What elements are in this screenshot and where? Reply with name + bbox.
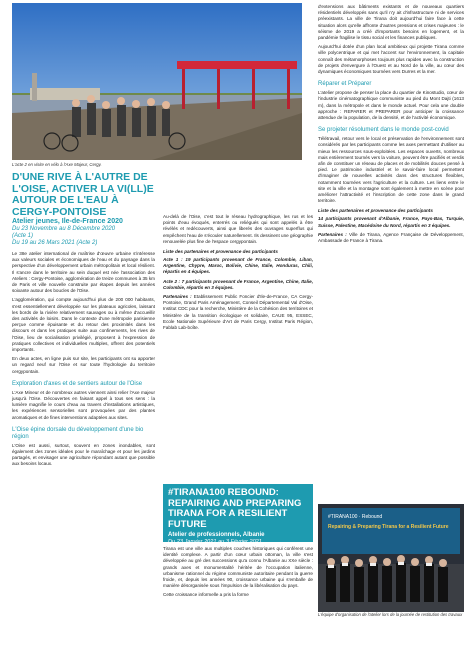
tirana-column-3	[318, 4, 464, 247]
tirana-photo-banner: Repairing & Preparing Tirana for a Resilient Future	[328, 524, 449, 530]
article1-act1-participants: Acte 1 : 19 participants provenant de France, Colombie, Liban, Argentine, Chypre, Maroc, Bolivie, Chine, Italie, Honduras, Chili, répartis en 4 équipes.	[163, 257, 313, 275]
tirana-p4: Aujourd'hui dotée d'un plan local ambitieux qui projette Tirana comme ville polycentrique et qui met l'accent sur l'environnement, la capitale connaît des métamorphoses toujours plus rapides avec la construction de projets d'envergure à l'Ouest et au Nord de la ville, au cœur des dynamiques économiques tournées vers Durres et la mer.	[318, 44, 464, 75]
article1-p5: L'Oise est aussi, surtout, souvent en zones inondables, sont également des zones idéales pour le maraîchage et pour les jardins partagés, et envisager une agriculture répondant autant que possible aux besoins locaux.	[12, 442, 155, 467]
tirana-partners-label: Partenaires :	[318, 231, 347, 237]
tirana-p3: d'extensions aux bâtiments existants et de nouveaux quartiers résidentiels développés sans qu'il n'y ait d'infrastructure ni de services préexistants. La ville de Tirana doit aujourd'hui faire face à cette situation alors qu'elle affronte d'autres pressions et crises majeures : le séisme de 2019 a créé d'importants besoins en logement, et la pandémie fragilise le tissu social et les finances publiques.	[318, 4, 464, 41]
article1-column-2	[163, 214, 313, 334]
tirana-section-1: Réparer et Préparer	[318, 81, 372, 88]
cergy-photo-illustration	[12, 3, 302, 160]
article1-act2-participants: Acte 2 : 7 participants provenant de France, Argentine, Chine, Italie, Colombie, répartis en 3 équipes.	[163, 278, 313, 290]
tirana-subtitle: Atelier de professionnels, Albanie	[168, 532, 265, 538]
tirana-photo-illustration	[318, 504, 464, 612]
article1-section-1: Exploration d'axes et de sentiers autour de l'Oise	[12, 380, 143, 387]
tirana-p2: Cette croissance informelle a pris la forme	[163, 592, 249, 598]
tirana-section-2: Se projeter résolument dans le monde post-covid	[318, 127, 449, 134]
article1-p2: L'agglomération, qui compte aujourd'hui plus de 200 000 habitants, s'est essentiellement développée sur les plateaux agricoles, laissant les bords de la rivière relativement sauvages ou à même d'accueillir des activités de loisirs. Dans le contexte d'une métropole parisienne perçue comme épuisante et du retour des proximités dans les discours et dans les pratiques suite aux confinements, les rives de l'Oise, lieu de socialisation privilégié, proposent à l'expression de pratiques collectives et individuelles multiples, offrent des potentiels importants.	[12, 297, 155, 353]
article1-p4: L'Axe Mineur et de nombreux autres viennent ainsi relier l'Axe majeur jusqu'à l'Oise. Découvertes en faisant appel à tous ses sens : la lumière magnifie le cours d'eau au travers d'installations artistiques, les expériences sensorielles sont provoquées par des plantes aromatiques et de fines interventions adaptées aux sites.	[12, 389, 155, 420]
tirana-photo-caption: L'équipe d'organisation de l'atelier lors de la journée de restitution des travaux	[318, 612, 463, 617]
tirana-photo	[318, 504, 464, 612]
tirana-header-box	[163, 484, 313, 545]
tirana-p5: L'atelier propose de penser la place du quartier de Kinostudio, cœur de l'industrie cinématographique communiste au pied du Mont Dajti (1613 m), dans la métropole et dans le monde actuel. Pour cela une double approche : REPARER et PREPARER pour anticiper la croissance attendue de la population, de la densité, et de l'activité économique.	[318, 90, 464, 121]
tirana-p1: Tirana est une ville aux multiples couches historiques qui confèrent une identité complexe. A partir d'un cœur urbain ottoman, la ville s'est développée au gré des successions qu'a connu l'Albanie au XXe siècle : grands axes et monumentalité héritée de l'occupation italienne, urbanisme rationnel du régime communiste autoritaire pendant la guerre froide, et, depuis les années 90, croissance urbaine qui s'emballe de manière désorganisée sous l'impulsion de la libéralisation du pays.	[163, 546, 313, 589]
tirana-p6: Télétravail, retour vers le local et préservation de l'environnement sont considérés par les participants comme les axes permettant d'utiliser au mieux les ressources sous-exploitées. Les espaces ouverts, nombreux mais entièrement tournés vers la voiture, peuvent être pacifiés et verdis afin de constituer un réseau de places et de mobilités douces pensé à pied. Le patrimoine industriel et le savoir-faire local permettent d'imaginer de nouvelles activités dans des structures flexibles, notamment tournées vers l'agriculture et la culture. Les liens entre le site et la ville et la montagne sont également à mettre en scène pour améliorer l'attractivité et l'inscription de cette zone dans le grand territoire.	[318, 136, 464, 204]
article1-partners-text: Etablissement Public Foncier d'Ile-de-France, CA Cergy-Pontoise, Grand Paris Aménagement, Conseil Départemental Val d'Oise, Institut CDC pour la recherche, Ministère de la Cohésion des territoires et Ministère de la transition écologique et solidaire, CAUE 95, ESSEC, Ecole Nationale Supérieure d'Art de Paris Cergy, Institut Paris Région, Fablab Lab-boîte.	[163, 294, 313, 331]
article1-p1: Le 38e atelier international de maîtrise d'œuvre urbaine s'intéresse aux valeurs sociales et économiques de l'eau et du paysage dans la perspective d'un développement urbain métropolitain et local résilient. Il s'ancre dans le territoire au sein duquel est née l'association des Ateliers : Cergy-Pontoise, agglomération de treize communes à 35 km de Paris et ville nouvelle construite par étapes depuis les années soixante autour des boucles de l'Oise.	[12, 251, 155, 294]
tirana-participants: 14 participants provenant d'Albanie, France, Pays-Bas, Turquie, Suisse, Palestine, Macédoine du Nord, répartis en 3 équipes.	[318, 216, 464, 228]
photo-caption: L'acte 2 en visite en vélo à l'Axe Majeur, Cergy.	[12, 162, 102, 167]
tirana-list-title: Liste des partenaires et provenance des participants	[318, 208, 433, 214]
tirana-partners	[318, 232, 464, 244]
article1-section-2: L'Oise épine dorsale du développement d'une bio région	[12, 426, 144, 440]
tirana-photo-title: #TIRANA100 · Rebound	[328, 514, 383, 520]
article1-act1: (Acte 1)	[12, 233, 34, 239]
article1-partners	[163, 294, 313, 331]
cergy-photo	[12, 3, 302, 160]
tirana-column-2	[163, 546, 313, 602]
article1-subtitle: Atelier jeunes, Ile-de-France 2020	[12, 218, 123, 225]
article1-p3: En deux actes, en ligne puis sur site, les participants ont su apporter un regard neuf sur l'Oise et sur toute l'hydrologie du territoire cergypontain.	[12, 356, 155, 374]
tirana-title: #TIRANA100 REBOUND: REPAIRING AND PREPARING TIRANA FOR A RESILIENT FUTURE	[168, 487, 302, 530]
article1-date2: Du 19 au 26 Mars 2021 (Acte 2)	[12, 240, 98, 246]
article1-title: D'UNE RIVE À L'AUTRE DE L'OISE, ACTIVER LA VI(LL)E AUTOUR DE L'EAU À CERGY-PONTOISE	[12, 171, 154, 218]
article1-date1: Du 23 Novembre au 8 Décembre 2020	[12, 226, 116, 232]
article1-p6: Au-delà de l'Oise, c'est tout le réseau hydrographique, les rus et les points d'eau évoqués, enterrés ou reliégués qui sont appelés à être révélés et redécouverts, ainsi que liberés des ouvrages superflus qui empêchent l'eau de s'écouler naturellement. Ils dessinent une géographie renouvelée plus fine de l'espace cergypontain.	[163, 214, 313, 244]
article1-list-title: Liste des partenaires et provenance des participants	[163, 249, 278, 255]
tirana-partners-text: Ville de Tirana, Agence Française de Développement, Ambassade de France à Tirana.	[318, 231, 464, 244]
article1-partners-label: Partenaires :	[163, 294, 192, 300]
tirana-date: Du 23 Janvier 2021 au 3 Février 2021	[168, 539, 262, 545]
article1-column-1	[12, 172, 155, 471]
